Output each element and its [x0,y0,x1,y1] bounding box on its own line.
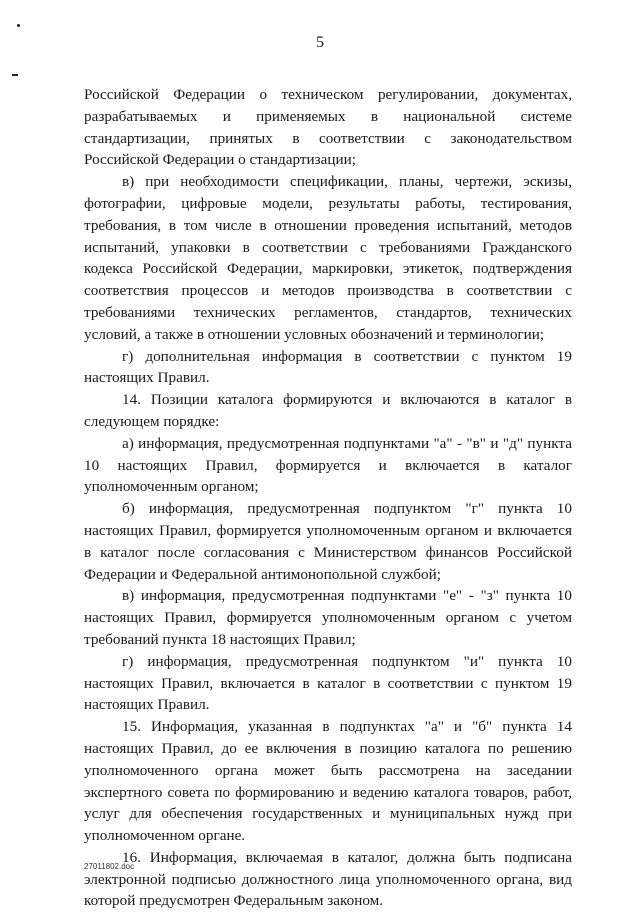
paragraph-clause-14-v: в) информация, предусмотренная подпунктами "е" - "з" пункта 10 настоящих Правил, формируется уполномоченным органом с учетом требований пункта 18 настоящих Правил; [84,587,572,648]
paragraph-continuation: Российской Федерации о техническом регулировании, документах, разрабатываемых и применяемых в национальной системе стандартизации, принятых в соответствии с законодательством Российской Федерации о стандартизации; [84,86,572,169]
document-body [84,84,572,912]
paragraph-item-v: в) при необходимости спецификации, планы, чертежи, эскизы, фотографии, цифровые модели, результаты работы, тестирования, требования, в том числе в отношении проведения испытаний, методов испытаний, упаковки в соответствии с требованиями Гражданского кодекса Российской Федерации, маркировки, этикеток, подтверждения соответствия процессов и методов производства в соответствии с требованиями технических регламентов, стандартов, технических условий, а также в отношении условных обозначений и терминологии; [84,173,572,343]
paragraph-clause-15: 15. Информация, указанная в подпунктах "а" и "б" пункта 14 настоящих Правил, до ее включения в позицию каталога по решению уполномоченного органа может быть рассмотрена на заседании экспертного совета по формированию и ведению каталога товаров, работ, услуг для обеспечения государственных и муниципальных нужд при уполномоченном органе. [84,718,572,845]
scan-speck [17,24,20,27]
document-file-code: 27011802.doc [84,862,135,871]
paragraph-clause-14-a: а) информация, предусмотренная подпунктами "а" - "в" и "д" пункта 10 настоящих Правил, формируется и включается в каталог уполномоченным органом; [84,434,572,496]
paragraph-clause-14-g: г) информация, предусмотренная подпунктом "и" пункта 10 настоящих Правил, включается в каталог в соответствии с пунктом 19 настоящих Правил. [84,652,572,714]
scan-dash [12,74,18,76]
paragraph-clause-16: 16. Информация, включаемая в каталог, должна быть подписана электронной подписью должностного лица уполномоченного органа, вид которой предусмотрен Федеральным законом. [84,848,572,910]
paragraph-clause-14: 14. Позиции каталога формируются и включаются в каталог в следующем порядке: [84,391,572,430]
paragraph-clause-14-b: б) информация, предусмотренная подпунктом "г" пункта 10 настоящих Правил, формируется уполномоченным органом и включается в каталог после согласования с Министерством финансов Российской Федерации и Федеральной антимонопольной службой; [84,500,572,583]
paragraph-item-g: г) дополнительная информация в соответствии с пунктом 19 настоящих Правил. [84,347,572,387]
page-number: 5 [316,34,324,51]
